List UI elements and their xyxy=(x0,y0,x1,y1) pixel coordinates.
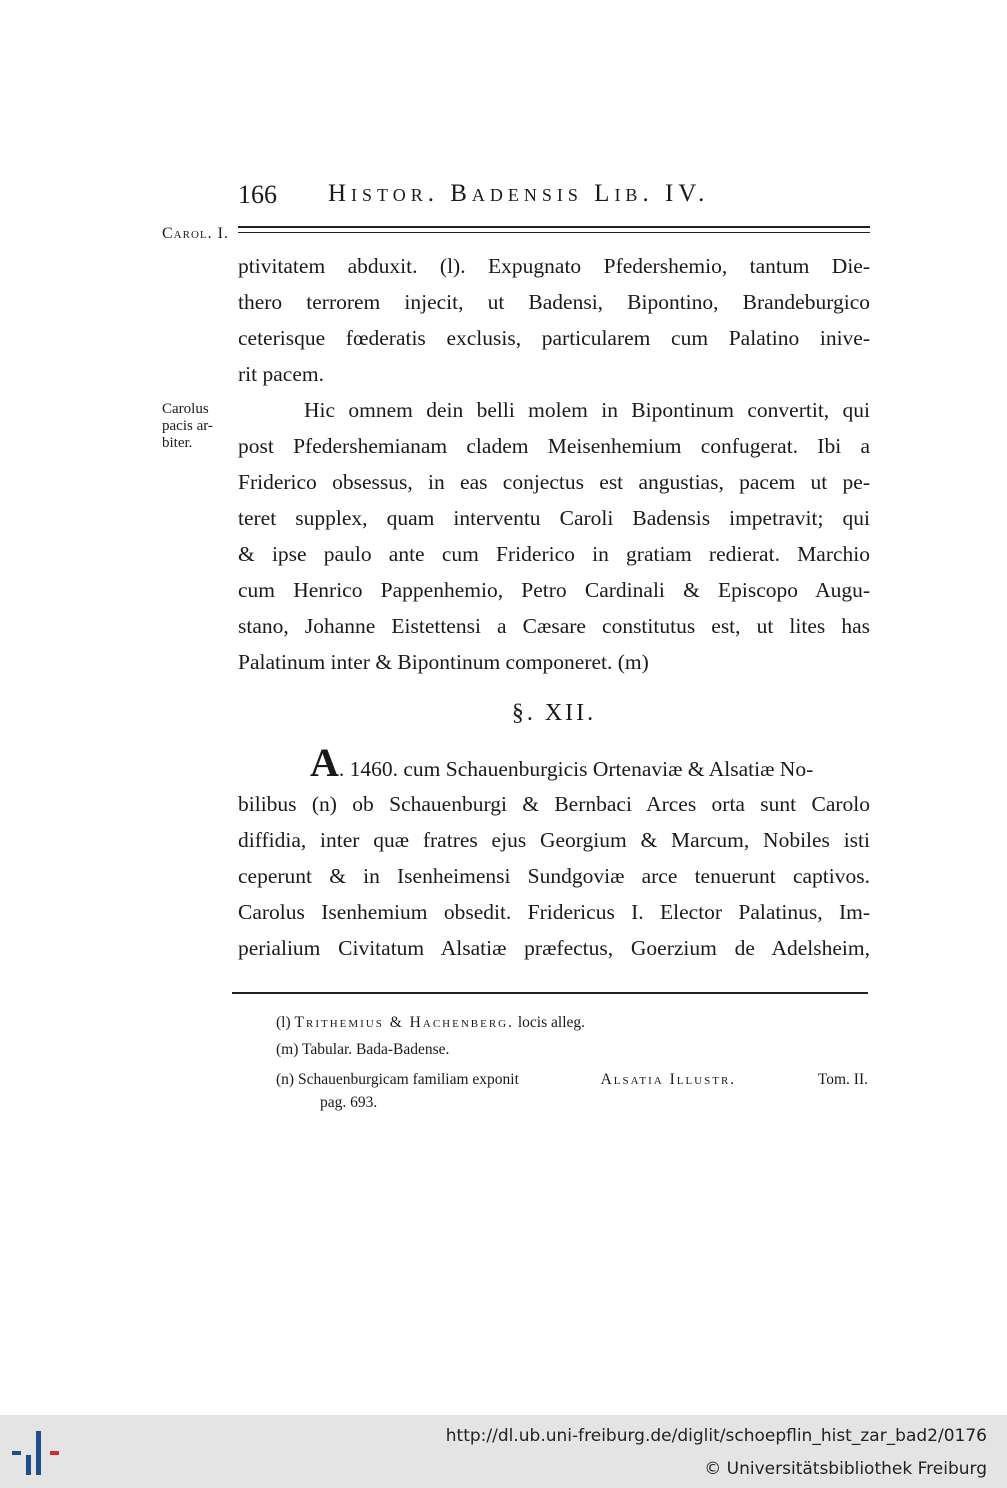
body-line-first xyxy=(238,740,870,787)
marginal-carol: Carol. I. xyxy=(162,225,229,242)
footnote-m xyxy=(276,1038,868,1062)
footnote-author: Trithemius & Hachenberg. xyxy=(294,1014,514,1031)
body-line: ptivitatem abduxit. (l). Expugnato Pfedershemio, tantum Die- xyxy=(238,254,870,278)
footnote-text: Schauenburgicam familiam exponit xyxy=(297,1071,519,1088)
footnote-n xyxy=(276,1068,868,1092)
section-heading: §. XII. xyxy=(511,700,597,726)
footnote-l xyxy=(276,1011,868,1035)
marginal-carolus-note: Carolus pacis ar- biter. xyxy=(162,401,213,451)
body-line: bilibus (n) ob Schauenburgi & Bernbaci Arces orta sunt Carolo xyxy=(238,792,870,816)
body-line: Palatinum inter & Bipontinum componeret. (m) xyxy=(238,650,649,674)
footnote-mark: (n) xyxy=(276,1071,295,1088)
body-line: Carolus Isenhemium obsedit. Fridericus I. Elector Palatinus, Im- xyxy=(238,900,870,924)
body-line: cum Henrico Pappenhemio, Petro Cardinali & Episcopo Augu- xyxy=(238,578,870,602)
footnote-text: locis alleg. xyxy=(517,1014,586,1031)
drop-initial: A xyxy=(310,740,339,785)
body-line: & ipse paulo ante cum Friderico in gratiam redierat. Marchio xyxy=(238,542,870,566)
body-line: ceterisque fœderatis exclusis, particularem cum Palatino inive- xyxy=(238,326,870,350)
footnote-text-rest: Tom. II. xyxy=(817,1071,868,1088)
footnote-rule xyxy=(232,992,868,994)
copyright-notice: © Universitätsbibliothek Freiburg xyxy=(704,1459,987,1479)
footnote-mark: (m) xyxy=(276,1041,299,1058)
body-line: teret supplex, quam interventu Caroli Badensis impetravit; qui xyxy=(238,506,870,530)
library-logo-icon xyxy=(12,1429,64,1477)
footnote-n-continued: pag. 693. xyxy=(320,1094,378,1111)
body-line: rit pacem. xyxy=(238,362,324,386)
body-line: post Pfedershemianam cladem Meisenhemium confugerat. Ibi a xyxy=(238,434,870,458)
running-title: Histor. Badensis Lib. IV. xyxy=(328,180,710,207)
body-line-first-text: . 1460. cum Schauenburgicis Ortenaviæ & Alsatiæ No- xyxy=(338,757,814,781)
footnote-work: Alsatia Illustr. xyxy=(600,1071,737,1088)
footnote-text: Tabular. Bada-Badense. xyxy=(302,1041,450,1058)
header-rule xyxy=(238,226,870,233)
body-line: ceperunt & in Isenheimensi Sundgoviæ arce tenuerunt captivos. xyxy=(238,864,870,888)
footnote-mark: (l) xyxy=(276,1014,291,1031)
body-line: stano, Johanne Eistettensi a Cæsare constitutus est, ut lites has xyxy=(238,614,870,638)
permalink-url[interactable]: http://dl.ub.uni-freiburg.de/diglit/schoepflin_hist_zar_bad2/0176 xyxy=(445,1426,987,1446)
body-line: Hic omnem dein belli molem in Bipontinum convertit, qui xyxy=(304,398,870,422)
body-line: diffidia, inter quæ fratres ejus Georgium & Marcum, Nobiles isti xyxy=(238,828,870,852)
library-footer xyxy=(0,1415,1007,1488)
page-header xyxy=(238,180,870,214)
page-number: 166 xyxy=(238,180,277,209)
body-line: perialium Civitatum Alsatiæ præfectus, Goerzium de Adelsheim, xyxy=(238,936,870,960)
body-line: thero terrorem injecit, ut Badensi, Bipontino, Brandeburgico xyxy=(238,290,870,314)
body-line: Friderico obsessus, in eas conjectus est angustias, pacem ut pe- xyxy=(238,470,870,494)
